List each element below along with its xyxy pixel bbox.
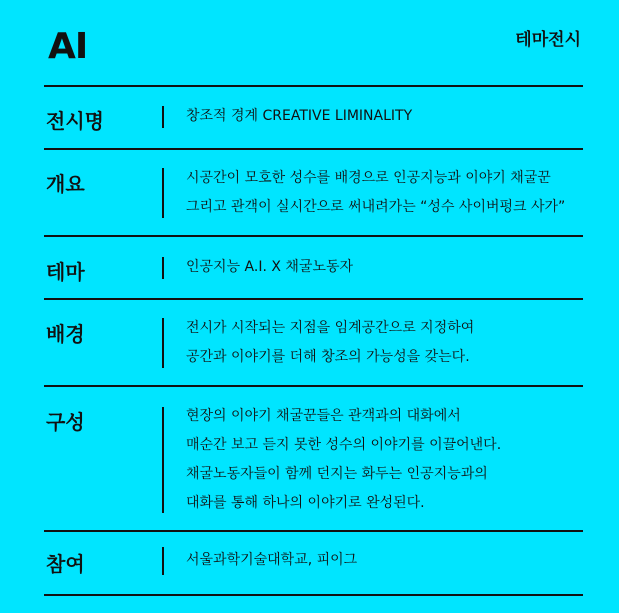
row-separator: [162, 168, 164, 218]
row-separator: [162, 407, 164, 513]
divider: [44, 594, 583, 596]
row-label: 구성: [46, 410, 85, 434]
row-label: 전시명: [46, 109, 104, 133]
row-label: 테마: [46, 260, 85, 284]
row-value: [186, 402, 501, 518]
row-separator: [162, 257, 164, 279]
row-value-line: 전시가 시작되는 지점을 임계공간으로 지정하여: [186, 320, 475, 336]
row-value-line: 창조적 경계 CREATIVE LIMINALITY: [186, 108, 413, 124]
info-row-theme: [44, 237, 583, 298]
row-value: [186, 314, 474, 372]
row-label: 배경: [46, 322, 85, 346]
info-row-participants: [44, 532, 583, 594]
row-value-line: 그리고 관객이 실시간으로 써내려가는 “성수 사이버펑크 사가”: [186, 199, 566, 215]
info-row-composition: [44, 387, 583, 530]
row-value: [186, 164, 565, 222]
row-label: 참여: [46, 552, 85, 576]
row-value-line: 매순간 보고 듣지 못한 성수의 이야기를 이끌어낸다.: [186, 437, 502, 453]
info-row-background: [44, 300, 583, 385]
row-separator: [162, 106, 164, 128]
row-value-line: 대화를 통해 하나의 이야기로 완성된다.: [186, 495, 425, 511]
logo: AI: [48, 26, 88, 67]
row-value-line: 서울과학기술대학교, 피이그: [186, 552, 358, 568]
row-value-line: 인공지능 A.I. X 채굴노동자: [186, 259, 354, 275]
row-separator: [162, 547, 164, 575]
info-row-overview: [44, 150, 583, 235]
category-label: 테마전시: [515, 30, 581, 50]
row-value: [186, 102, 412, 131]
row-value: [186, 253, 353, 282]
row-label: 개요: [46, 172, 85, 196]
row-value-line: 현장의 이야기 채굴꾼들은 관객과의 대화에서: [186, 408, 461, 424]
row-value-line: 공간과 이야기를 더해 창조의 가능성을 갖는다.: [186, 349, 470, 365]
row-separator: [162, 318, 164, 368]
row-value-line: 시공간이 모호한 성수를 배경으로 인공지능과 이야기 채굴꾼: [186, 170, 551, 186]
info-row-exhibition-name: [44, 87, 583, 148]
header: [44, 0, 583, 86]
row-value: [186, 546, 357, 575]
row-value-line: 채굴노동자들이 함께 던지는 화두는 인공지능과의: [186, 466, 488, 482]
